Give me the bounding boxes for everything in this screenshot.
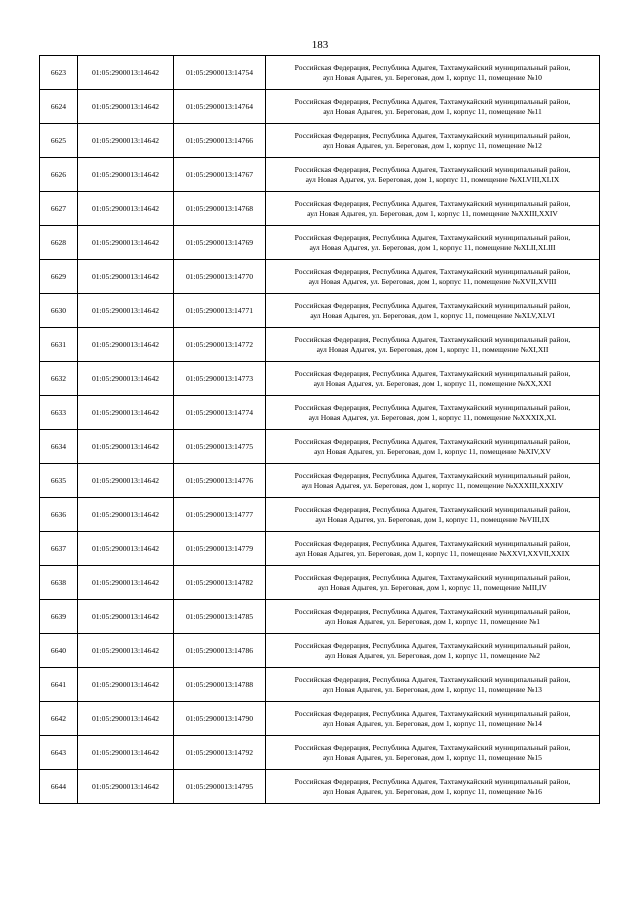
row-number-cell: 6643 xyxy=(40,736,78,770)
row-number-cell: 6628 xyxy=(40,226,78,260)
row-number-cell: 6641 xyxy=(40,668,78,702)
parent-cadastral-number-cell: 01:05:2900013:14642 xyxy=(78,600,174,634)
cadastral-number-cell: 01:05:2900013:14795 xyxy=(174,770,266,804)
parent-cadastral-number-cell: 01:05:2900013:14642 xyxy=(78,770,174,804)
row-number-cell: 6644 xyxy=(40,770,78,804)
table-row xyxy=(40,566,600,600)
parent-cadastral-number-cell: 01:05:2900013:14642 xyxy=(78,430,174,464)
cadastral-number-cell: 01:05:2900013:14770 xyxy=(174,260,266,294)
address-line: аул Новая Адыгея, ул. Береговая, дом 1, корпус 11, помещение №XXXIII,XXXIV xyxy=(301,480,564,490)
cadastral-number-cell: 01:05:2900013:14782 xyxy=(174,566,266,600)
address-cell xyxy=(266,600,600,634)
cadastral-number-cell: 01:05:2900013:14767 xyxy=(174,158,266,192)
row-number-cell: 6626 xyxy=(40,158,78,192)
row-number-cell: 6638 xyxy=(40,566,78,600)
address-line: аул Новая Адыгея, ул. Береговая, дом 1, корпус 11, помещение №14 xyxy=(323,718,542,728)
address-line: Российская Федерация, Республика Адыгея, Тахтамукайский муниципальный район, xyxy=(294,640,571,650)
address-line: аул Новая Адыгея, ул. Береговая, дом 1, корпус 11, помещение №11 xyxy=(323,106,542,116)
row-number-cell: 6635 xyxy=(40,464,78,498)
address-line: Российская Федерация, Республика Адыгея, Тахтамукайский муниципальный район, xyxy=(294,470,571,480)
address-line: Российская Федерация, Республика Адыгея, Тахтамукайский муниципальный район, xyxy=(294,674,571,684)
cadastral-number-cell: 01:05:2900013:14792 xyxy=(174,736,266,770)
row-number-cell: 6629 xyxy=(40,260,78,294)
address-line: аул Новая Адыгея, ул. Береговая, дом 1, корпус 11, помещение №XX,XXI xyxy=(313,378,552,388)
address-line: аул Новая Адыгея, ул. Береговая, дом 1, корпус 11, помещение №XLVIII,XLIX xyxy=(305,174,560,184)
row-number-cell: 6633 xyxy=(40,396,78,430)
cadastral-number-cell: 01:05:2900013:14786 xyxy=(174,634,266,668)
address-line: Российская Федерация, Республика Адыгея, Тахтамукайский муниципальный район, xyxy=(294,130,571,140)
row-number-cell: 6640 xyxy=(40,634,78,668)
address-line: Российская Федерация, Республика Адыгея, Тахтамукайский муниципальный район, xyxy=(294,572,571,582)
address-line: аул Новая Адыгея, ул. Береговая, дом 1, корпус 11, помещение №XLII,XLIII xyxy=(309,242,556,252)
cadastral-number-cell: 01:05:2900013:14768 xyxy=(174,192,266,226)
cadastral-number-cell: 01:05:2900013:14771 xyxy=(174,294,266,328)
cadastral-number-cell: 01:05:2900013:14779 xyxy=(174,532,266,566)
parent-cadastral-number-cell: 01:05:2900013:14642 xyxy=(78,294,174,328)
address-line: Российская Федерация, Республика Адыгея, Тахтамукайский муниципальный район, xyxy=(294,368,571,378)
row-number-cell: 6624 xyxy=(40,90,78,124)
cadastral-number-cell: 01:05:2900013:14777 xyxy=(174,498,266,532)
parent-cadastral-number-cell: 01:05:2900013:14642 xyxy=(78,634,174,668)
cadastral-number-cell: 01:05:2900013:14773 xyxy=(174,362,266,396)
address-line: Российская Федерация, Республика Адыгея, Тахтамукайский муниципальный район, xyxy=(294,402,571,412)
address-cell xyxy=(266,464,600,498)
cadastral-number-cell: 01:05:2900013:14775 xyxy=(174,430,266,464)
address-cell xyxy=(266,702,600,736)
table-row xyxy=(40,56,600,90)
table-row xyxy=(40,736,600,770)
row-number-cell: 6631 xyxy=(40,328,78,362)
row-number-cell: 6637 xyxy=(40,532,78,566)
table-row xyxy=(40,600,600,634)
address-cell xyxy=(266,260,600,294)
table-row xyxy=(40,328,600,362)
address-cell xyxy=(266,56,600,90)
parent-cadastral-number-cell: 01:05:2900013:14642 xyxy=(78,124,174,158)
page-number: 183 xyxy=(311,39,329,51)
address-line: аул Новая Адыгея, ул. Береговая, дом 1, корпус 11, помещение №13 xyxy=(323,684,542,694)
parent-cadastral-number-cell: 01:05:2900013:14642 xyxy=(78,668,174,702)
table-row xyxy=(40,294,600,328)
cadastral-number-cell: 01:05:2900013:14790 xyxy=(174,702,266,736)
address-line: Российская Федерация, Республика Адыгея, Тахтамукайский муниципальный район, xyxy=(294,198,571,208)
address-line: Российская Федерация, Республика Адыгея, Тахтамукайский муниципальный район, xyxy=(294,266,571,276)
address-cell xyxy=(266,736,600,770)
cadastral-number-cell: 01:05:2900013:14764 xyxy=(174,90,266,124)
table-row xyxy=(40,532,600,566)
parent-cadastral-number-cell: 01:05:2900013:14642 xyxy=(78,498,174,532)
table-row xyxy=(40,634,600,668)
row-number-cell: 6623 xyxy=(40,56,78,90)
row-number-cell: 6627 xyxy=(40,192,78,226)
parent-cadastral-number-cell: 01:05:2900013:14642 xyxy=(78,158,174,192)
address-line: Российская Федерация, Республика Адыгея, Тахтамукайский муниципальный район, xyxy=(294,436,571,446)
address-line: аул Новая Адыгея, ул. Береговая, дом 1, корпус 11, помещение №10 xyxy=(323,72,542,82)
address-cell xyxy=(266,770,600,804)
address-line: аул Новая Адыгея, ул. Береговая, дом 1, корпус 11, помещение №12 xyxy=(323,140,542,150)
address-line: аул Новая Адыгея, ул. Береговая, дом 1, корпус 11, помещение №VIII,IX xyxy=(315,514,550,524)
table-row xyxy=(40,464,600,498)
address-line: аул Новая Адыгея, ул. Береговая, дом 1, корпус 11, помещение №2 xyxy=(324,650,541,660)
parent-cadastral-number-cell: 01:05:2900013:14642 xyxy=(78,260,174,294)
row-number-cell: 6630 xyxy=(40,294,78,328)
table-row xyxy=(40,158,600,192)
row-number-cell: 6636 xyxy=(40,498,78,532)
table-row xyxy=(40,192,600,226)
parent-cadastral-number-cell: 01:05:2900013:14642 xyxy=(78,328,174,362)
address-line: аул Новая Адыгея, ул. Береговая, дом 1, корпус 11, помещение №XIV,XV xyxy=(314,446,551,456)
cadastral-number-cell: 01:05:2900013:14769 xyxy=(174,226,266,260)
row-number-cell: 6634 xyxy=(40,430,78,464)
row-number-cell: 6625 xyxy=(40,124,78,158)
parent-cadastral-number-cell: 01:05:2900013:14642 xyxy=(78,56,174,90)
registry-table-body xyxy=(40,56,600,804)
address-line: Российская Федерация, Республика Адыгея, Тахтамукайский муниципальный район, xyxy=(294,96,571,106)
address-line: аул Новая Адыгея, ул. Береговая, дом 1, корпус 11, помещение №XXVI,XXVII,XXIX xyxy=(295,548,570,558)
table-row xyxy=(40,260,600,294)
table-row xyxy=(40,396,600,430)
address-line: Российская Федерация, Республика Адыгея, Тахтамукайский муниципальный район, xyxy=(294,606,571,616)
table-row xyxy=(40,498,600,532)
address-cell xyxy=(266,668,600,702)
address-cell xyxy=(266,634,600,668)
address-line: аул Новая Адыгея, ул. Береговая, дом 1, корпус 11, помещение №1 xyxy=(324,616,541,626)
address-cell xyxy=(266,192,600,226)
cadastral-number-cell: 01:05:2900013:14774 xyxy=(174,396,266,430)
address-line: Российская Федерация, Республика Адыгея, Тахтамукайский муниципальный район, xyxy=(294,232,571,242)
row-number-cell: 6639 xyxy=(40,600,78,634)
parent-cadastral-number-cell: 01:05:2900013:14642 xyxy=(78,702,174,736)
address-line: аул Новая Адыгея, ул. Береговая, дом 1, корпус 11, помещение №XI,XII xyxy=(316,344,549,354)
address-cell xyxy=(266,430,600,464)
parent-cadastral-number-cell: 01:05:2900013:14642 xyxy=(78,90,174,124)
cadastral-number-cell: 01:05:2900013:14754 xyxy=(174,56,266,90)
address-cell xyxy=(266,294,600,328)
table-row xyxy=(40,430,600,464)
table-row xyxy=(40,668,600,702)
cadastral-number-cell: 01:05:2900013:14776 xyxy=(174,464,266,498)
cadastral-number-cell: 01:05:2900013:14772 xyxy=(174,328,266,362)
parent-cadastral-number-cell: 01:05:2900013:14642 xyxy=(78,396,174,430)
table-row xyxy=(40,702,600,736)
address-line: аул Новая Адыгея, ул. Береговая, дом 1, корпус 11, помещение №XXIII,XXIV xyxy=(307,208,558,218)
table-row xyxy=(40,90,600,124)
table-row xyxy=(40,226,600,260)
address-cell xyxy=(266,498,600,532)
row-number-cell: 6632 xyxy=(40,362,78,396)
table-row xyxy=(40,770,600,804)
address-line: Российская Федерация, Республика Адыгея, Тахтамукайский муниципальный район, xyxy=(294,776,571,786)
address-line: Российская Федерация, Республика Адыгея, Тахтамукайский муниципальный район, xyxy=(294,504,571,514)
address-cell xyxy=(266,124,600,158)
address-line: Российская Федерация, Республика Адыгея, Тахтамукайский муниципальный район, xyxy=(294,62,571,72)
address-line: Российская Федерация, Республика Адыгея, Тахтамукайский муниципальный район, xyxy=(294,708,571,718)
address-cell xyxy=(266,226,600,260)
address-line: аул Новая Адыгея, ул. Береговая, дом 1, корпус 11, помещение №XXXIX,XL xyxy=(308,412,557,422)
address-cell xyxy=(266,328,600,362)
table-row xyxy=(40,124,600,158)
address-line: Российская Федерация, Республика Адыгея, Тахтамукайский муниципальный район, xyxy=(294,538,571,548)
parent-cadastral-number-cell: 01:05:2900013:14642 xyxy=(78,464,174,498)
address-cell xyxy=(266,396,600,430)
address-line: Российская Федерация, Республика Адыгея, Тахтамукайский муниципальный район, xyxy=(294,742,571,752)
registry-table xyxy=(39,55,600,804)
address-line: Российская Федерация, Республика Адыгея, Тахтамукайский муниципальный район, xyxy=(294,300,571,310)
parent-cadastral-number-cell: 01:05:2900013:14642 xyxy=(78,532,174,566)
table-row xyxy=(40,362,600,396)
cadastral-number-cell: 01:05:2900013:14766 xyxy=(174,124,266,158)
address-line: аул Новая Адыгея, ул. Береговая, дом 1, корпус 11, помещение №15 xyxy=(323,752,542,762)
address-line: аул Новая Адыгея, ул. Береговая, дом 1, корпус 11, помещение №XLV,XLVI xyxy=(310,310,555,320)
address-line: аул Новая Адыгея, ул. Береговая, дом 1, корпус 11, помещение №16 xyxy=(323,786,542,796)
address-line: аул Новая Адыгея, ул. Береговая, дом 1, корпус 11, помещение №XVII,XVIII xyxy=(308,276,557,286)
parent-cadastral-number-cell: 01:05:2900013:14642 xyxy=(78,566,174,600)
address-line: аул Новая Адыгея, ул. Береговая, дом 1, корпус 11, помещение №III,IV xyxy=(318,582,547,592)
parent-cadastral-number-cell: 01:05:2900013:14642 xyxy=(78,226,174,260)
parent-cadastral-number-cell: 01:05:2900013:14642 xyxy=(78,362,174,396)
address-cell xyxy=(266,90,600,124)
address-cell xyxy=(266,532,600,566)
cadastral-number-cell: 01:05:2900013:14785 xyxy=(174,600,266,634)
parent-cadastral-number-cell: 01:05:2900013:14642 xyxy=(78,192,174,226)
address-cell xyxy=(266,566,600,600)
address-cell xyxy=(266,158,600,192)
address-line: Российская Федерация, Республика Адыгея, Тахтамукайский муниципальный район, xyxy=(294,164,571,174)
row-number-cell: 6642 xyxy=(40,702,78,736)
cadastral-number-cell: 01:05:2900013:14788 xyxy=(174,668,266,702)
address-line: Российская Федерация, Республика Адыгея, Тахтамукайский муниципальный район, xyxy=(294,334,571,344)
parent-cadastral-number-cell: 01:05:2900013:14642 xyxy=(78,736,174,770)
address-cell xyxy=(266,362,600,396)
